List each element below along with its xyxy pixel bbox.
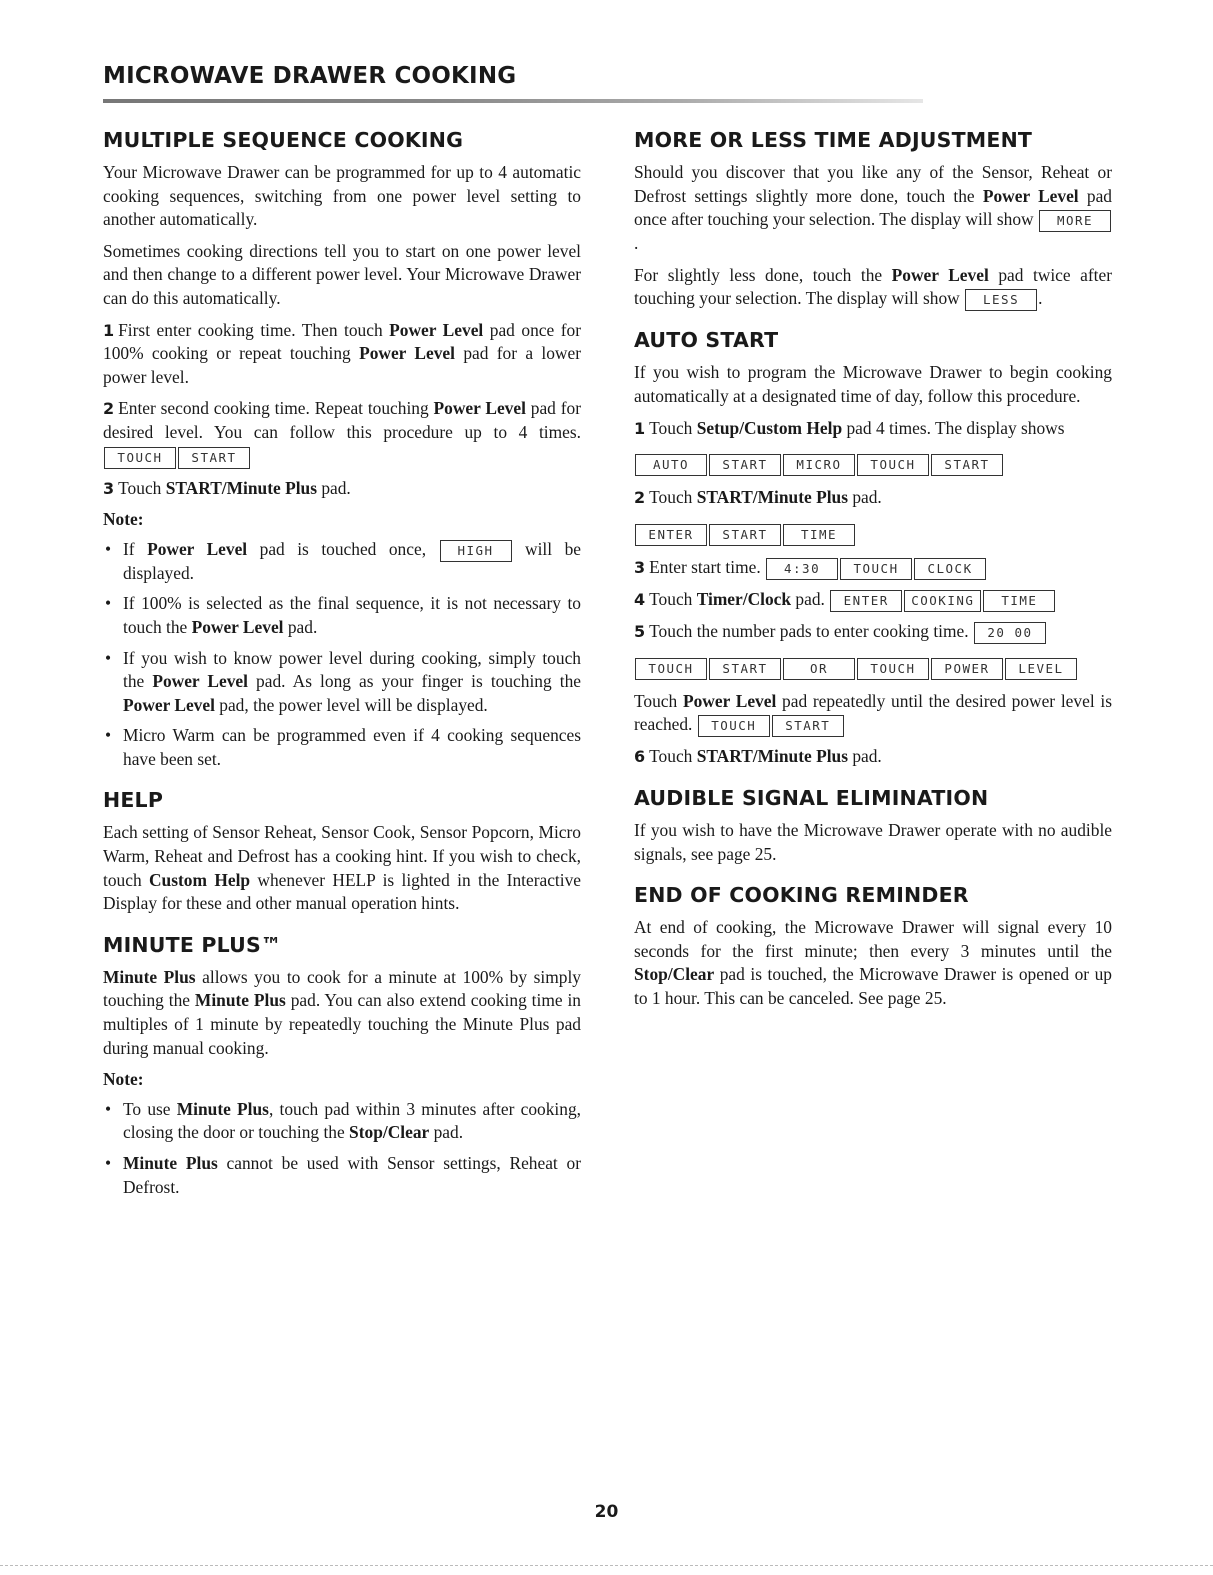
display-readout: COOKING (904, 590, 981, 612)
display-readout: TOUCH (840, 558, 912, 580)
step-number: 5 (634, 621, 646, 641)
text: pad. As long as your finger is touching the (247, 671, 582, 692)
display-readout: OR (783, 658, 855, 680)
paragraph (103, 821, 581, 915)
display-readout: AUTO (635, 454, 707, 476)
note-item (103, 724, 581, 771)
text: pad. (429, 1122, 464, 1143)
display-readout: CLOCK (914, 558, 986, 580)
step-2 (634, 486, 1112, 510)
text: Should you discover that you like any of the Sensor, Reheat or Defrost settings slightly more done, touch the (634, 162, 1112, 206)
display-readout: 4:30 (766, 558, 838, 580)
step-number: 1 (103, 320, 115, 340)
text: pad 4 times. The display shows (842, 417, 1065, 438)
section-help (103, 787, 581, 915)
note-item (103, 1098, 581, 1145)
text: Touch (649, 487, 697, 508)
text: pad once for 100% cooking or repeat touching (103, 319, 581, 364)
note-label: Note: (103, 1069, 144, 1090)
display-readout: START (931, 454, 1003, 476)
text: pad twice after touching your selection. The display will show (634, 264, 1113, 309)
step-6 (634, 745, 1112, 769)
text: Touch (649, 746, 697, 767)
display-readout: MORE (1039, 210, 1111, 232)
note-label: Note: (103, 509, 144, 530)
left-column (103, 127, 581, 1215)
display-readout: TIME (983, 590, 1055, 612)
bold-text: Setup/Custom Help (696, 417, 843, 438)
step-number: 2 (634, 488, 646, 508)
bold-text: START/Minute Plus (165, 477, 317, 498)
bold-text: Power Level (682, 690, 777, 711)
text: pad for a lower power level. (103, 343, 582, 387)
display-readout: LESS (965, 289, 1037, 311)
display-readout: TIME (783, 524, 855, 546)
display-readout: START (709, 524, 781, 546)
text: Each setting of Sensor Reheat, Sensor Cook, Sensor Popcorn, Micro Warm, Reheat and Defrost has a cooking hint. If you wish to check, touch (103, 822, 581, 890)
text: Micro Warm can be programmed even if 4 cooking sequences have been set. (123, 725, 581, 769)
text: Touch (649, 588, 697, 609)
page-title: MICROWAVE DRAWER COOKING (103, 63, 517, 89)
text: Enter start time. (649, 556, 761, 577)
paragraph: Your Microwave Drawer can be programmed for up to 4 automatic cooking sequences, switching from one power level setting to another automatically. (103, 162, 581, 230)
text: pad is touched once, (247, 538, 439, 559)
section-heading: END OF COOKING REMINDER (634, 883, 969, 908)
paragraph: If you wish to have the Microwave Drawer operate with no audible signals, see page 25. (634, 819, 1112, 864)
note-item (103, 647, 581, 718)
display-sequence (634, 518, 1112, 548)
text: Touch (118, 477, 166, 498)
text: pad, the power level will be displayed. (214, 694, 488, 715)
text: pad for desired level. You can follow this procedure up to 4 times. (103, 398, 581, 442)
display-readout: POWER (931, 658, 1003, 680)
display-readout: TOUCH (104, 447, 176, 469)
bold-text: Power Level (152, 671, 248, 692)
display-readout: TOUCH (698, 715, 770, 737)
section-heading: MINUTE PLUS™ (103, 932, 282, 957)
text: Touch (649, 417, 697, 438)
text: pad. (316, 477, 351, 498)
page-number: 20 (594, 1502, 619, 1522)
section-multiple-sequence (103, 127, 581, 771)
text: allows you to cook for a minute at 100% by simply touching the (103, 966, 582, 1011)
step-3 (103, 477, 581, 501)
text: At end of cooking, the Microwave Drawer will signal every 10 seconds for the first minute; then every 3 minutes until the (634, 917, 1112, 961)
text: pad repeatedly until the desired power level is reached. (634, 690, 1112, 735)
bold-text: Power Level (359, 343, 455, 364)
bold-text: Timer/Clock (696, 588, 792, 609)
paragraph (634, 161, 1112, 256)
note-item (103, 538, 581, 586)
section-minute-plus (103, 932, 581, 1199)
note-item (103, 1152, 581, 1199)
section-audible-signal (634, 785, 1112, 866)
step-1 (634, 417, 1112, 441)
display-sequence (634, 448, 1112, 478)
bold-text: Stop/Clear (634, 964, 715, 985)
text: , touch pad within 3 minutes after cooking, closing the door or touching the (123, 1098, 582, 1143)
step-number: 4 (634, 589, 646, 609)
section-heading: MULTIPLE SEQUENCE COOKING (103, 128, 464, 152)
text: pad. (847, 487, 882, 508)
display-readout: START (709, 658, 781, 680)
bold-text: Power Level (982, 185, 1079, 206)
note-list (103, 538, 581, 772)
step-2 (103, 397, 581, 468)
text: pad is touched, the Microwave Drawer is opened or up to 1 hour. This can be canceled. See page 25. (634, 964, 1112, 1008)
text: . (634, 233, 639, 254)
text: pad. (847, 746, 882, 767)
text: If (123, 538, 148, 559)
text: Touch (634, 690, 683, 711)
text: will be displayed. (123, 538, 581, 583)
section-heading: HELP (103, 788, 164, 813)
bold-text: Minute Plus (176, 1098, 269, 1119)
text: To use (123, 1098, 177, 1119)
text: whenever HELP is lighted in the Interactive Display for these and other manual operation hints. (103, 869, 581, 914)
text: pad. (791, 588, 825, 609)
step-number: 3 (634, 557, 646, 577)
step-5 (634, 620, 1112, 644)
text: Touch the number pads to enter cooking time. (649, 620, 969, 641)
text: cannot be used with Sensor settings, Reheat or Defrost. (123, 1153, 581, 1197)
bold-text: Power Level (433, 398, 526, 419)
paragraph (634, 690, 1112, 738)
bold-text: Custom Help (149, 869, 251, 890)
title-rule (103, 99, 923, 103)
step-number: 6 (634, 747, 646, 767)
text: For slightly less done, touch the (634, 264, 892, 285)
display-readout: LEVEL (1005, 658, 1077, 680)
section-heading: AUTO START (634, 328, 779, 353)
section-heading: MORE OR LESS TIME ADJUSTMENT (634, 128, 1033, 152)
paragraph: If you wish to program the Microwave Drawer to begin cooking automatically at a designated time of day, follow this procedure. (634, 362, 1112, 406)
bold-text: Minute Plus (194, 990, 286, 1011)
bold-text: Minute Plus (123, 1153, 218, 1173)
text: . (1038, 288, 1043, 309)
right-column (634, 127, 1112, 1027)
text: pad. (283, 616, 318, 637)
bold-text: Power Level (389, 319, 484, 340)
text: First enter cooking time. Then touch (118, 319, 390, 340)
text: pad once after touching your selection. The display will show (634, 185, 1112, 230)
display-readout: START (178, 447, 250, 469)
note-item (103, 592, 581, 639)
display-readout: TOUCH (857, 454, 929, 476)
text: If 100% is selected as the final sequence, it is not necessary to touch the (123, 593, 581, 637)
display-readout: TOUCH (857, 658, 929, 680)
bold-text: Power Level (147, 538, 248, 559)
step-number: 2 (103, 399, 115, 419)
step-1 (103, 319, 581, 390)
display-readout: ENTER (830, 590, 902, 612)
paragraph (634, 264, 1112, 312)
footer-rule (0, 1565, 1213, 1566)
bold-text: Power Level (891, 264, 989, 285)
text: pad. You can also extend cooking time in multiples of 1 minute by repeatedly touching the Minute Plus pad during manual cooking. (103, 990, 581, 1058)
note-list (103, 1098, 581, 1199)
display-readout: ENTER (635, 524, 707, 546)
text: Enter second cooking time. Repeat touching (118, 398, 434, 419)
bold-text: Power Level (123, 694, 215, 715)
section-more-less (634, 127, 1112, 311)
paragraph (103, 966, 581, 1060)
display-readout: MICRO (783, 454, 855, 476)
section-end-reminder (634, 882, 1112, 1010)
display-readout: START (772, 715, 844, 737)
display-sequence (634, 652, 1112, 682)
display-readout: 20 00 (974, 622, 1046, 644)
bold-text: START/Minute Plus (696, 487, 848, 508)
text: If you wish to know power level during cooking, simply touch the (123, 647, 581, 692)
step-number: 1 (634, 418, 646, 438)
paragraph (634, 916, 1112, 1010)
bold-text: Stop/Clear (349, 1122, 430, 1143)
bold-text: Minute Plus (103, 966, 196, 987)
section-heading: AUDIBLE SIGNAL ELIMINATION (634, 785, 989, 810)
display-readout: START (709, 454, 781, 476)
step-3 (634, 556, 1112, 580)
paragraph: Sometimes cooking directions tell you to start on one power level and then change to a different power level. Your Microwave Drawer can do this automatically. (103, 240, 581, 308)
display-readout: TOUCH (635, 658, 707, 680)
step-number: 3 (103, 478, 115, 498)
display-readout: HIGH (440, 540, 512, 562)
section-auto-start (634, 327, 1112, 769)
bold-text: Power Level (191, 616, 284, 637)
bold-text: START/Minute Plus (696, 746, 848, 767)
step-4 (634, 588, 1112, 612)
